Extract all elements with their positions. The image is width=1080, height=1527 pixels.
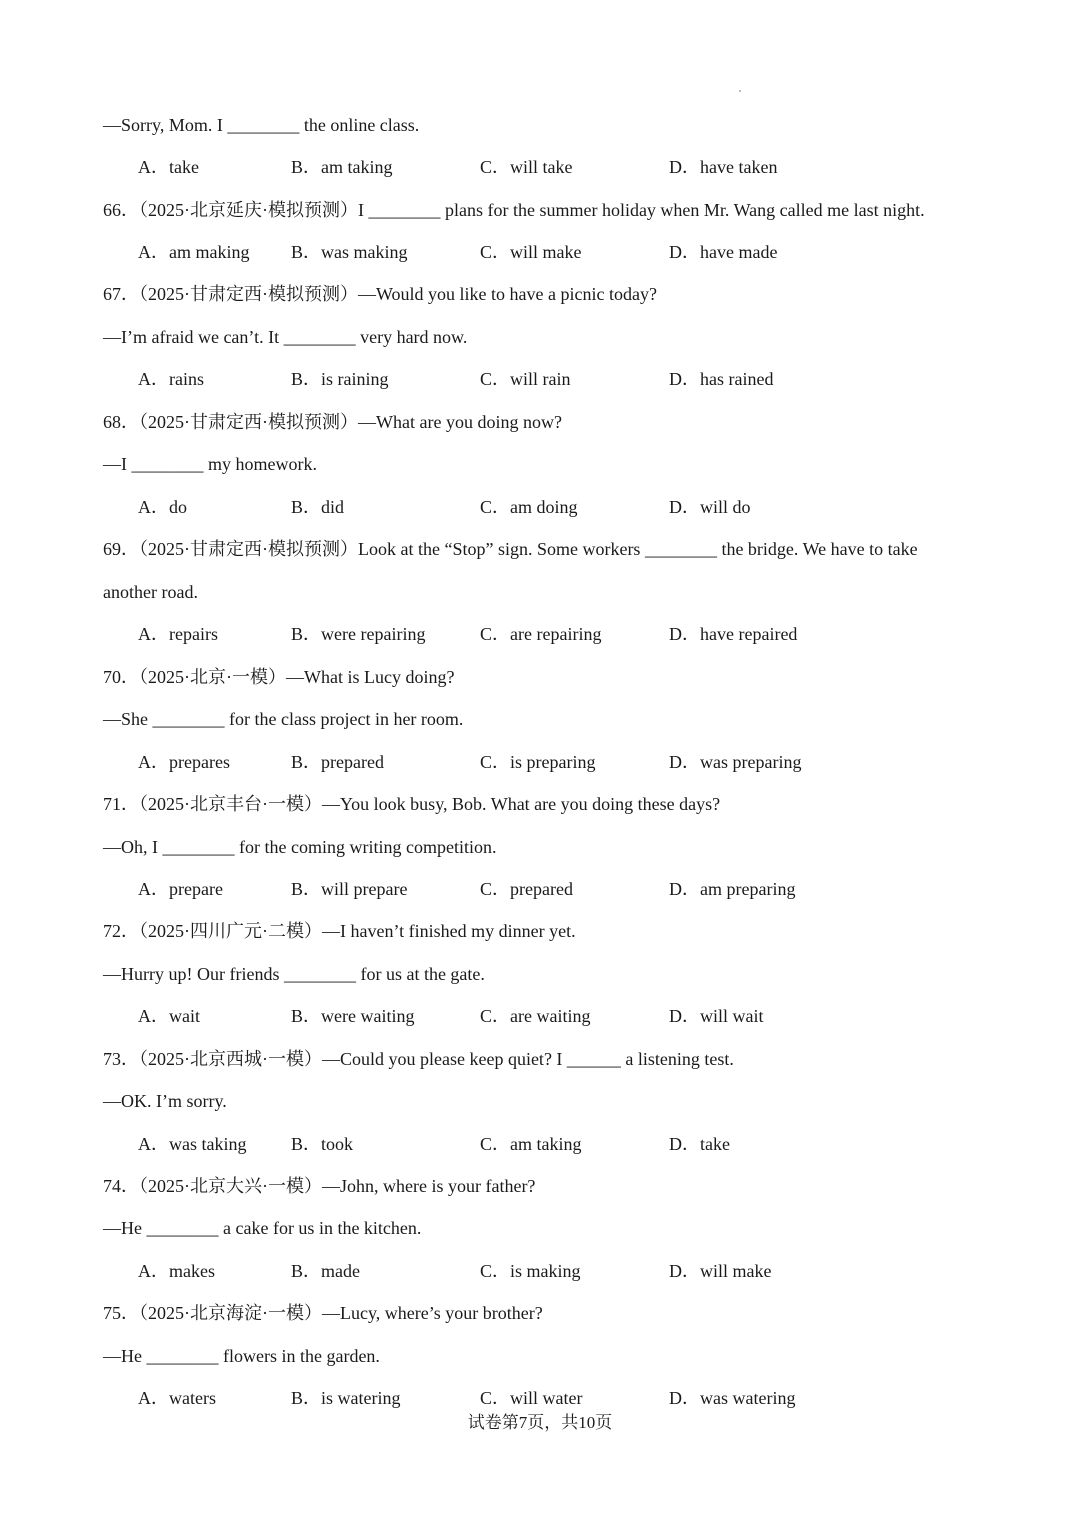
q75-option-c: C．will water <box>480 1388 583 1408</box>
q73-stem: 73．（2025·北京西城·一模）—Could you please keep quiet? I ______ a listening test. <box>103 1049 734 1069</box>
q70-option-d: D．was preparing <box>669 752 802 772</box>
q74-option-b: B．made <box>291 1261 360 1281</box>
q66-option-b: B．was making <box>291 242 408 262</box>
q73-option-a: A．was taking <box>138 1134 247 1154</box>
q68-line2: —I ________ my homework. <box>103 454 317 474</box>
q69-stem: 69．（2025·甘肃定西·模拟预测）Look at the “Stop” sign. Some workers ________ the bridge. We have to take <box>103 539 918 559</box>
scan-speck <box>739 90 741 92</box>
q75-stem: 75．（2025·北京海淀·一模）—Lucy, where’s your brother? <box>103 1303 543 1323</box>
page-footer: 试卷第7页，共10页 <box>467 1413 613 1432</box>
q69-line2: another road. <box>103 582 198 602</box>
q66-option-c: C．will make <box>480 242 582 262</box>
q67-line2: —I’m afraid we can’t. It ________ very hard now. <box>103 327 468 347</box>
q65-option-a: A．take <box>138 157 199 177</box>
q70-stem: 70．（2025·北京·一模）—What is Lucy doing? <box>103 667 455 687</box>
q68-stem: 68．（2025·甘肃定西·模拟预测）—What are you doing now? <box>103 412 562 432</box>
q68-option-d: D．will do <box>669 497 751 517</box>
q75-line2: —He ________ flowers in the garden. <box>103 1346 380 1366</box>
q71-option-b: B．will prepare <box>291 879 408 899</box>
q72-stem: 72．（2025·四川广元·二模）—I haven’t finished my dinner yet. <box>103 921 576 941</box>
q67-option-d: D．has rained <box>669 369 774 389</box>
q69-option-d: D．have repaired <box>669 624 798 644</box>
q72-option-a: A．wait <box>138 1006 200 1026</box>
q72-option-c: C．are waiting <box>480 1006 591 1026</box>
q65-option-c: C．will take <box>480 157 573 177</box>
q72-line2: —Hurry up! Our friends ________ for us at the gate. <box>103 964 485 984</box>
q66-stem: 66．（2025·北京延庆·模拟预测）I ________ plans for the summer holiday when Mr. Wang called me last night. <box>103 200 925 220</box>
q71-option-a: A．prepare <box>138 879 223 899</box>
q73-option-b: B．took <box>291 1134 354 1154</box>
q73-option-d: D．take <box>669 1134 730 1154</box>
q67-option-a: A．rains <box>138 369 204 389</box>
q74-stem: 74．（2025·北京大兴·一模）—John, where is your father? <box>103 1176 536 1196</box>
q73-option-c: C．am taking <box>480 1134 582 1154</box>
q75-option-a: A．waters <box>138 1388 216 1408</box>
q65-line2: —Sorry, Mom. I ________ the online class. <box>103 115 420 135</box>
q68-option-b: B．did <box>291 497 345 517</box>
q66-option-a: A．am making <box>138 242 250 262</box>
q70-option-c: C．is preparing <box>480 752 596 772</box>
q74-option-d: D．will make <box>669 1261 772 1281</box>
q73-line2: —OK. I’m sorry. <box>103 1091 227 1111</box>
q65-option-b: B．am taking <box>291 157 393 177</box>
q65-option-d: D．have taken <box>669 157 778 177</box>
q68-option-a: A．do <box>138 497 187 517</box>
q68-option-c: C．am doing <box>480 497 578 517</box>
q72-option-d: D．will wait <box>669 1006 764 1026</box>
q66-option-d: D．have made <box>669 242 778 262</box>
q71-line2: —Oh, I ________ for the coming writing competition. <box>103 837 497 857</box>
q71-option-d: D．am preparing <box>669 879 796 899</box>
q67-option-b: B．is raining <box>291 369 389 389</box>
q70-option-b: B．prepared <box>291 752 384 772</box>
q74-option-c: C．is making <box>480 1261 581 1281</box>
q70-option-a: A．prepares <box>138 752 230 772</box>
q67-option-c: C．will rain <box>480 369 571 389</box>
q69-option-a: A．repairs <box>138 624 218 644</box>
q72-option-b: B．were waiting <box>291 1006 415 1026</box>
q69-option-b: B．were repairing <box>291 624 426 644</box>
q74-line2: —He ________ a cake for us in the kitchen. <box>103 1218 422 1238</box>
q75-option-d: D．was watering <box>669 1388 796 1408</box>
q71-stem: 71．（2025·北京丰台·一模）—You look busy, Bob. What are you doing these days? <box>103 794 721 814</box>
q71-option-c: C．prepared <box>480 879 573 899</box>
q75-option-b: B．is watering <box>291 1388 401 1408</box>
q70-line2: —She ________ for the class project in her room. <box>103 709 464 729</box>
q67-stem: 67．（2025·甘肃定西·模拟预测）—Would you like to have a picnic today? <box>103 284 657 304</box>
q74-option-a: A．makes <box>138 1261 215 1281</box>
q69-option-c: C．are repairing <box>480 624 602 644</box>
